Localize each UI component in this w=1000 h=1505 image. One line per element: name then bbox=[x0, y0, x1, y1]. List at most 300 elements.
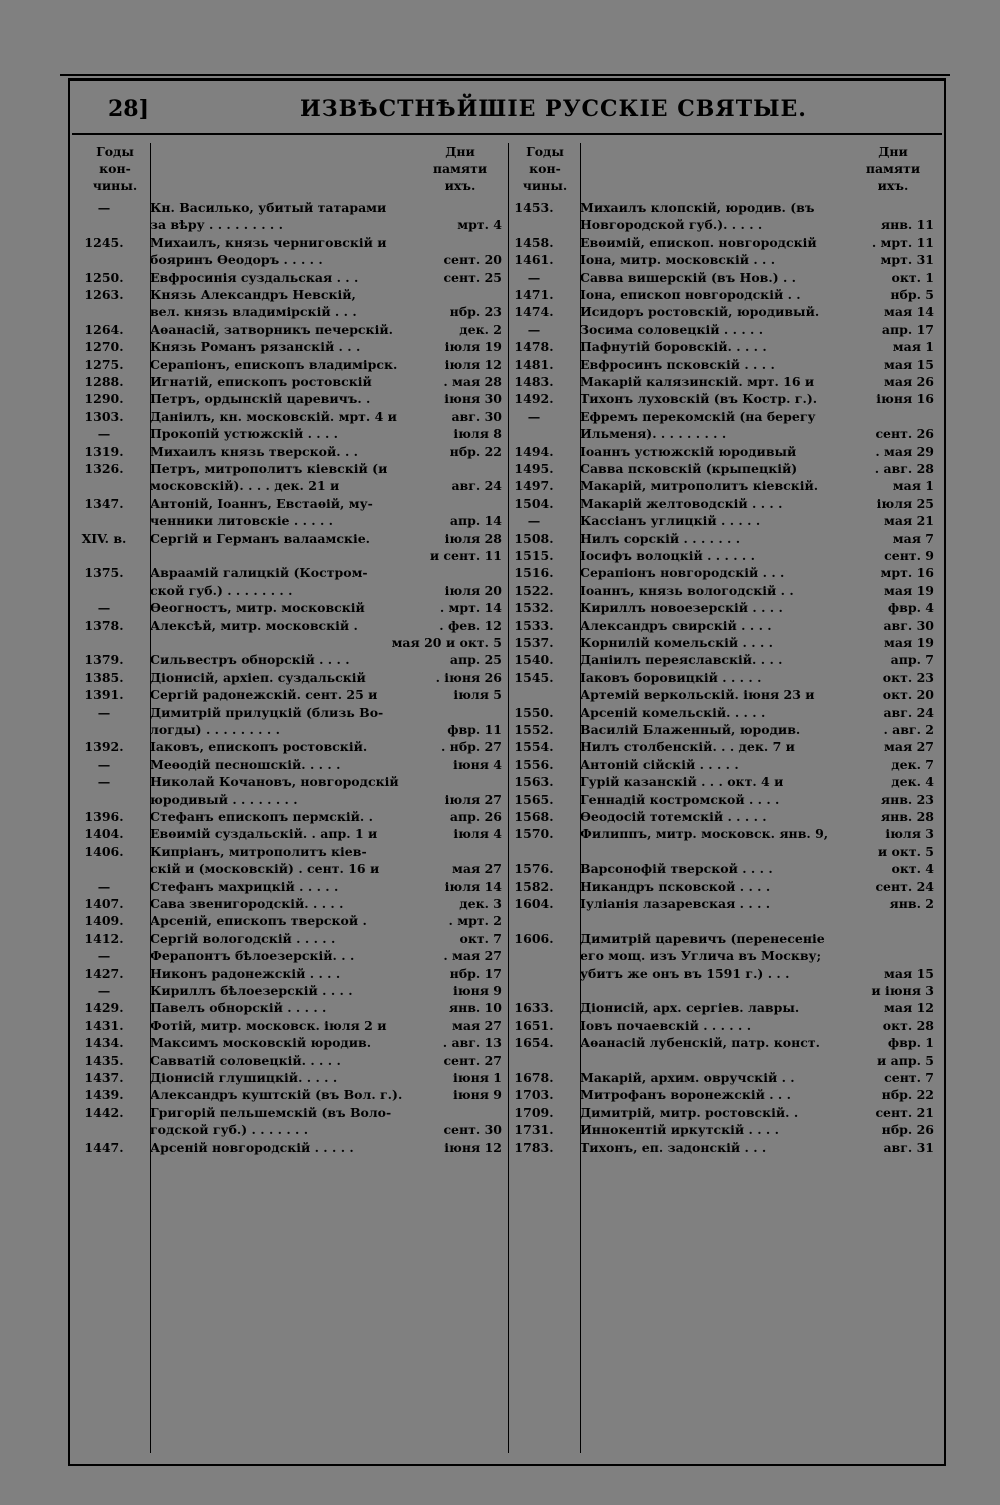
year-cell bbox=[58, 252, 150, 267]
saint-name bbox=[580, 1053, 877, 1068]
list-item bbox=[58, 948, 504, 963]
list-item bbox=[58, 339, 504, 354]
list-item bbox=[58, 966, 504, 981]
memory-date: дек. 7 bbox=[891, 756, 934, 772]
year-cell: 1556. bbox=[514, 756, 554, 772]
saint-name: Зосима соловецкій . . . . . bbox=[580, 321, 764, 337]
saint-name: Князь Александръ Невскій, bbox=[150, 287, 356, 302]
saint-name: Димитрій, митр. ростовскій. . bbox=[580, 1104, 799, 1120]
memory-date: іюня 9 bbox=[453, 1087, 502, 1103]
year-cell: 1406. bbox=[84, 843, 124, 859]
memory-date: фвр. 11 bbox=[447, 722, 502, 737]
year-cell: — bbox=[97, 704, 111, 720]
memory-date bbox=[934, 409, 936, 424]
saint-name: Арсеній, епископъ тверской . bbox=[150, 913, 367, 929]
year-cell: 1576. bbox=[514, 861, 554, 877]
list-item bbox=[58, 774, 504, 789]
list-item bbox=[58, 757, 504, 772]
memory-date bbox=[934, 931, 936, 946]
year-cell bbox=[488, 1053, 580, 1068]
memory-date: янв. 23 bbox=[880, 791, 934, 807]
year-cell: 1474. bbox=[514, 304, 554, 320]
list-item bbox=[488, 948, 936, 963]
list-item bbox=[58, 513, 504, 528]
year-cell: — bbox=[97, 774, 111, 790]
list-item bbox=[488, 722, 936, 737]
list-item bbox=[58, 618, 504, 633]
year-cell: 1497. bbox=[514, 478, 554, 494]
list-item bbox=[58, 548, 504, 563]
memory-date: и апр. 5 bbox=[876, 1052, 934, 1068]
memory-date: дек. 3 bbox=[459, 896, 502, 911]
year-cell: 1263. bbox=[84, 287, 124, 302]
memory-date: . мая 29 bbox=[875, 443, 934, 459]
list-item bbox=[58, 1070, 504, 1085]
memory-date: окт. 1 bbox=[891, 269, 934, 285]
year-cell: 1434. bbox=[84, 1035, 124, 1051]
list-item bbox=[488, 1070, 936, 1085]
memory-date: . мая 28 bbox=[443, 374, 502, 389]
list-item bbox=[58, 826, 504, 841]
saint-name: Максимъ московскій юродив. bbox=[150, 1035, 372, 1051]
year-cell: 1532. bbox=[514, 600, 554, 616]
list-item bbox=[58, 705, 504, 720]
year-cell: 1392. bbox=[84, 739, 124, 755]
saint-name: Димитрій царевичъ (перенесеніе bbox=[580, 930, 825, 946]
list-item bbox=[58, 235, 504, 250]
year-cell: 1515. bbox=[514, 548, 554, 563]
saint-name: Александръ свирскій . . . . bbox=[580, 617, 772, 633]
saint-name: Михаилъ клопскій, юродив. (въ bbox=[580, 200, 815, 215]
saint-name: бояринъ Ѳеодоръ . . . . . bbox=[150, 252, 323, 268]
year-cell: 1250. bbox=[84, 269, 124, 285]
list-item bbox=[488, 252, 936, 267]
list-item bbox=[488, 1000, 936, 1015]
list-item bbox=[488, 931, 936, 946]
year-cell: 1275. bbox=[84, 356, 124, 372]
year-cell: 1290. bbox=[84, 391, 124, 407]
list-item bbox=[488, 896, 936, 911]
list-item bbox=[58, 478, 504, 493]
list-item bbox=[58, 252, 504, 267]
page-title: ИЗВѢСТНѢЙШІЕ РУССКІЕ СВЯТЫЕ. bbox=[300, 96, 807, 122]
memory-date: іюля 20 bbox=[444, 582, 502, 598]
list-item bbox=[488, 461, 936, 476]
memory-date: . фев. 12 bbox=[439, 617, 502, 633]
saint-name: его мощ. изъ Углича въ Москву; bbox=[580, 948, 822, 964]
saint-name: Кн. Василько, убитый татарами bbox=[150, 200, 387, 215]
memory-date: янв. 11 bbox=[880, 217, 934, 233]
memory-date: и сент. 11 bbox=[429, 548, 502, 563]
list-item bbox=[488, 705, 936, 720]
list-item bbox=[58, 1035, 504, 1050]
memory-date: мая 26 bbox=[884, 374, 934, 389]
list-item bbox=[488, 757, 936, 772]
memory-date: іюля 27 bbox=[444, 791, 502, 807]
memory-date: сент. 9 bbox=[884, 548, 934, 563]
memory-date: авг. 30 bbox=[451, 408, 502, 424]
memory-date: іюля 28 bbox=[444, 530, 502, 546]
saint-name: Александръ куштскій (въ Вол. г.). bbox=[150, 1087, 403, 1103]
saint-name: Іуліанія лазаревская . . . . bbox=[580, 896, 771, 911]
saint-name: Ферапонтъ бѣлоезерскій. . . bbox=[150, 948, 355, 964]
list-item bbox=[488, 809, 936, 824]
year-cell: 1437. bbox=[84, 1070, 124, 1085]
saint-name: вел. князь владимірскій . . . bbox=[150, 304, 357, 320]
saint-name: Сильвестръ обнорскій . . . . bbox=[150, 652, 350, 668]
memory-date: окт. 7 bbox=[459, 930, 502, 946]
year-cell: 1481. bbox=[514, 356, 554, 372]
memory-date: авг. 31 bbox=[883, 1139, 934, 1155]
list-item bbox=[58, 913, 504, 928]
list-item bbox=[488, 478, 936, 493]
saint-name: Савватій соловецкій. . . . . bbox=[150, 1052, 341, 1068]
year-cell bbox=[58, 1122, 150, 1137]
list-item bbox=[488, 618, 936, 633]
saint-name: ской губ.) . . . . . . . . bbox=[150, 582, 293, 598]
year-cell: 1431. bbox=[84, 1017, 124, 1033]
saint-name: за вѣру . . . . . . . . . bbox=[150, 217, 283, 233]
year-cell: 1347. bbox=[84, 495, 124, 511]
year-cell: 1303. bbox=[84, 408, 124, 424]
saint-name: Митрофанъ воронежскій . . . bbox=[580, 1087, 791, 1103]
top-rule bbox=[60, 74, 950, 76]
list-item bbox=[58, 1053, 504, 1068]
year-cell: 1245. bbox=[84, 234, 124, 250]
memory-date: сент. 25 bbox=[443, 269, 502, 285]
saint-name: Гурій казанскій . . . окт. 4 и bbox=[580, 774, 784, 790]
year-cell: 1492. bbox=[514, 391, 554, 407]
saint-name: Антоній, Іоаннъ, Евстаѳій, му- bbox=[150, 495, 373, 511]
saint-name: Ефремъ перекомскій (на берегу bbox=[580, 408, 816, 424]
memory-date: мая 7 bbox=[892, 530, 934, 546]
list-item bbox=[488, 826, 936, 841]
memory-date: . іюня 26 bbox=[435, 669, 502, 685]
memory-date: іюля 14 bbox=[444, 878, 502, 894]
memory-date: сент. 7 bbox=[884, 1070, 934, 1085]
saint-name: Петръ, ордынскій царевичъ. . bbox=[150, 391, 371, 407]
memory-date: . авг. 28 bbox=[874, 461, 934, 476]
list-item bbox=[488, 565, 936, 580]
list-item bbox=[488, 1053, 936, 1068]
year-cell: 1570. bbox=[514, 826, 554, 842]
year-cell bbox=[58, 548, 150, 563]
memory-date: мрт. 16 bbox=[880, 565, 934, 581]
memory-date bbox=[934, 200, 936, 215]
list-item bbox=[58, 565, 504, 580]
year-cell: — bbox=[97, 878, 111, 894]
year-cell: 1568. bbox=[514, 809, 554, 824]
year-cell: 1471. bbox=[514, 287, 554, 302]
saint-name: Исидоръ ростовскій, юродивый. bbox=[580, 304, 820, 320]
list-item bbox=[58, 1122, 504, 1137]
saint-name: Макарій желтоводскій . . . . bbox=[580, 495, 783, 511]
saint-name: Нилъ столбенскій. . . дек. 7 и bbox=[580, 739, 795, 755]
saint-name: годской губ.) . . . . . . . bbox=[150, 1122, 309, 1138]
list-item bbox=[58, 652, 504, 667]
saint-name: Новгородской губ.). . . . . bbox=[580, 217, 763, 233]
year-cell: 1409. bbox=[84, 913, 124, 929]
memory-date: мая 19 bbox=[884, 635, 934, 650]
list-item bbox=[58, 531, 504, 546]
saint-name: Пафнутій боровскій. . . . . bbox=[580, 339, 767, 355]
list-item bbox=[58, 983, 504, 998]
memory-date: и іюня 3 bbox=[871, 983, 934, 998]
list-item bbox=[58, 444, 504, 459]
list-item bbox=[488, 1122, 936, 1137]
saint-name: Діонисій, арх. сергіев. лавры. bbox=[580, 1000, 800, 1016]
year-cell: 1412. bbox=[84, 930, 124, 946]
year-cell: 1439. bbox=[84, 1087, 124, 1103]
list-item bbox=[58, 600, 504, 615]
saint-name: Діонисій глушицкій. . . . . bbox=[150, 1070, 338, 1085]
year-cell: 1654. bbox=[514, 1035, 554, 1051]
list-item bbox=[488, 687, 936, 702]
list-item bbox=[488, 531, 936, 546]
memory-date: нбр. 23 bbox=[449, 304, 502, 320]
saint-name: Алексѣй, митр. московскій . bbox=[150, 617, 358, 633]
saint-name: Варсонофій тверской . . . . bbox=[580, 861, 773, 877]
saint-name: Стефанъ махрицкій . . . . . bbox=[150, 878, 339, 894]
list-item bbox=[58, 1140, 504, 1155]
saint-name: Іаковъ, епископъ ростовскій. bbox=[150, 739, 368, 755]
memory-date: іюля 4 bbox=[453, 826, 502, 842]
year-cell: 1552. bbox=[514, 722, 554, 737]
memory-date: фвр. 1 bbox=[887, 1035, 934, 1051]
year-cell: 1537. bbox=[514, 635, 554, 650]
memory-date: сент. 21 bbox=[875, 1104, 934, 1120]
saint-name: Кипріанъ, митрополитъ кіев- bbox=[150, 843, 367, 859]
year-cell: — bbox=[527, 513, 541, 529]
year-cell bbox=[488, 217, 580, 232]
saint-name: скій и (московскій) . сент. 16 и bbox=[150, 861, 380, 877]
memory-date: нбр. 22 bbox=[881, 1087, 934, 1103]
list-item bbox=[488, 548, 936, 563]
memory-date: авг. 24 bbox=[451, 478, 502, 494]
year-cell bbox=[58, 635, 150, 650]
memory-date: окт. 4 bbox=[891, 861, 934, 877]
list-item bbox=[488, 235, 936, 250]
saint-name: Тихонъ, еп. задонскій . . . bbox=[580, 1139, 767, 1155]
saint-name: Аѳанасій, затворникъ печерскій. bbox=[150, 321, 393, 337]
list-item bbox=[58, 200, 504, 215]
list-item bbox=[488, 1140, 936, 1155]
memory-date: апр. 17 bbox=[881, 321, 934, 337]
saint-name: Корнилій комельскій . . . . bbox=[580, 635, 773, 650]
memory-date: . нбр. 27 bbox=[440, 739, 502, 755]
saint-name: Серапіонъ новгородскій . . . bbox=[580, 565, 785, 581]
saint-name: Князь Романъ рязанскій . . . bbox=[150, 339, 361, 355]
memory-date: апр. 7 bbox=[890, 652, 934, 668]
year-cell: 1651. bbox=[514, 1017, 554, 1033]
memory-date: іюня 4 bbox=[453, 756, 502, 772]
saint-name: Макарій, митрополитъ кіевскій. bbox=[580, 478, 819, 494]
list-item bbox=[488, 270, 936, 285]
year-cell: 1483. bbox=[514, 374, 554, 389]
list-item bbox=[58, 635, 504, 650]
year-cell bbox=[58, 792, 150, 807]
list-item bbox=[58, 861, 504, 876]
memory-date: мрт. 31 bbox=[880, 252, 934, 268]
saint-name: Іаковъ боровицкій . . . . . bbox=[580, 669, 762, 685]
memory-date: апр. 14 bbox=[449, 513, 502, 529]
list-item bbox=[58, 304, 504, 319]
saint-name: Михаилъ князь тверской. . . bbox=[150, 443, 359, 459]
memory-date: іюня 30 bbox=[444, 391, 502, 407]
saint-name: Игнатій, епископъ ростовскій bbox=[150, 374, 372, 389]
year-cell: 1550. bbox=[514, 704, 554, 720]
list-item bbox=[488, 322, 936, 337]
saint-name: Тихонъ луховскій (въ Костр. г.). bbox=[580, 391, 818, 407]
list-item bbox=[488, 652, 936, 667]
list-item bbox=[58, 391, 504, 406]
saint-name: Даніилъ, кн. московскій. мрт. 4 и bbox=[150, 408, 397, 424]
year-cell: 1270. bbox=[84, 339, 124, 355]
memory-date: . авг. 13 bbox=[442, 1035, 502, 1051]
year-cell: 1407. bbox=[84, 896, 124, 911]
list-item bbox=[488, 739, 936, 754]
saint-name: Николай Кочановъ, новгородскій bbox=[150, 774, 399, 790]
memory-date: мая 1 bbox=[892, 478, 934, 494]
year-cell bbox=[58, 513, 150, 528]
year-cell: 1633. bbox=[514, 1000, 554, 1016]
memory-date: мая 19 bbox=[884, 582, 934, 598]
memory-date: сент. 27 bbox=[443, 1052, 502, 1068]
list-item bbox=[488, 1035, 936, 1050]
memory-date: нбр. 17 bbox=[449, 965, 502, 981]
memory-date: мая 21 bbox=[884, 513, 934, 529]
memory-date: мая 15 bbox=[884, 356, 934, 372]
list-item bbox=[488, 339, 936, 354]
year-cell: — bbox=[97, 756, 111, 772]
list-item bbox=[488, 635, 936, 650]
list-item bbox=[488, 217, 936, 232]
saint-name: Іоаннъ устюжскій юродивый bbox=[580, 443, 797, 459]
year-cell: 1379. bbox=[84, 652, 124, 668]
list-item bbox=[58, 270, 504, 285]
saint-name: Іоаннъ, князь вологодскій . . bbox=[580, 582, 794, 598]
list-item bbox=[488, 966, 936, 981]
year-cell bbox=[488, 844, 580, 859]
memory-date: янв. 10 bbox=[448, 1000, 502, 1016]
saint-name: Димитрій прилуцкій (близь Во- bbox=[150, 704, 384, 720]
year-cell: 1319. bbox=[84, 443, 124, 459]
saint-name: Прокопій устюжскій . . . . bbox=[150, 426, 339, 442]
list-item bbox=[58, 844, 504, 859]
year-cell: 1678. bbox=[514, 1070, 554, 1085]
list-item bbox=[58, 879, 504, 894]
saint-name: Евфросинія суздальская . . . bbox=[150, 269, 359, 285]
saint-name: юродивый . . . . . . . . bbox=[150, 791, 298, 807]
year-cell: 1264. bbox=[84, 321, 124, 337]
year-cell: 1404. bbox=[84, 826, 124, 842]
list-item bbox=[58, 1000, 504, 1015]
left-years-header: Годы кон- чины. bbox=[92, 144, 138, 193]
list-item bbox=[58, 374, 504, 389]
list-item bbox=[58, 461, 504, 476]
list-item bbox=[488, 983, 936, 998]
year-cell: — bbox=[527, 269, 541, 285]
saint-name bbox=[580, 844, 878, 859]
year-cell: XIV. в. bbox=[81, 530, 127, 546]
year-cell: 1783. bbox=[514, 1139, 554, 1155]
list-item bbox=[488, 774, 936, 789]
memory-date: мая 20 и окт. 5 bbox=[391, 635, 502, 650]
year-cell: 1375. bbox=[84, 565, 124, 581]
year-cell: 1453. bbox=[514, 200, 554, 215]
memory-date: фвр. 4 bbox=[887, 600, 934, 616]
year-cell bbox=[488, 966, 580, 981]
list-item bbox=[488, 792, 936, 807]
year-cell: 1429. bbox=[84, 1000, 124, 1016]
right-years-header: Годы кон- чины. bbox=[522, 144, 568, 193]
memory-date: іюня 9 bbox=[453, 983, 502, 998]
list-item bbox=[58, 1105, 504, 1120]
year-cell: — bbox=[97, 200, 111, 215]
year-cell bbox=[488, 948, 580, 963]
saint-name: Евѳимій, епископ. новгородскій bbox=[580, 234, 817, 250]
memory-date: іюня 1 bbox=[453, 1070, 502, 1085]
list-item bbox=[488, 600, 936, 615]
memory-date: авг. 30 bbox=[883, 617, 934, 633]
memory-date: іюля 8 bbox=[453, 426, 502, 442]
memory-date: іюня 16 bbox=[876, 391, 934, 407]
memory-date: окт. 20 bbox=[882, 687, 934, 703]
list-item bbox=[58, 687, 504, 702]
year-cell: 1540. bbox=[514, 652, 554, 668]
memory-date: . мрт. 2 bbox=[448, 913, 502, 929]
list-item bbox=[58, 931, 504, 946]
year-cell: 1508. bbox=[514, 530, 554, 546]
memory-date: мая 15 bbox=[884, 965, 934, 981]
saint-name: Сергій вологодскій . . . . . bbox=[150, 930, 336, 946]
year-cell: 1565. bbox=[514, 791, 554, 807]
saint-name: Сава звенигородскій. . . . . bbox=[150, 896, 344, 911]
memory-date: мая 14 bbox=[884, 304, 934, 320]
saint-name: Григорій пельшемскій (въ Воло- bbox=[150, 1104, 392, 1120]
saint-name: Іона, епископ новгородскій . . bbox=[580, 287, 801, 302]
memory-date: мая 12 bbox=[884, 1000, 934, 1016]
saint-name: Аѳанасій лубенскій, патр. конст. bbox=[580, 1035, 820, 1051]
saint-name: Антоній сійскій . . . . . bbox=[580, 756, 739, 772]
memory-date: . мрт. 14 bbox=[439, 600, 502, 616]
saint-name: Савва псковскій (крыпецкій) bbox=[580, 461, 798, 476]
memory-date: сент. 24 bbox=[875, 878, 934, 894]
saint-name: ченники литовскіе . . . . . bbox=[150, 513, 334, 529]
memory-date: мрт. 4 bbox=[457, 217, 502, 233]
list-item bbox=[58, 739, 504, 754]
memory-date: мая 1 bbox=[892, 339, 934, 355]
year-cell: 1442. bbox=[84, 1104, 124, 1120]
list-item bbox=[488, 287, 936, 302]
year-cell: 1709. bbox=[514, 1104, 554, 1120]
saint-name: Серапіонъ, епископъ владимірск. bbox=[150, 356, 398, 372]
saint-name: Василій Блаженный, юродив. bbox=[580, 722, 801, 737]
year-cell: 1396. bbox=[84, 809, 124, 824]
saint-name: Діонисій, архіеп. суздальскій bbox=[150, 669, 366, 685]
year-cell bbox=[58, 722, 150, 737]
saint-name: убитъ же онъ въ 1591 г.) . . . bbox=[580, 965, 790, 981]
saint-name: Сергій радонежскій. сент. 25 и bbox=[150, 687, 378, 703]
list-item bbox=[488, 1018, 936, 1033]
year-cell: 1703. bbox=[514, 1087, 554, 1103]
memory-date: нбр. 26 bbox=[881, 1122, 934, 1138]
memory-date: мая 27 bbox=[452, 1017, 502, 1033]
saint-name: Петръ, митрополитъ кіевскій (и bbox=[150, 461, 388, 476]
year-cell: 1495. bbox=[514, 461, 554, 476]
saint-name: Іовъ почаевскій . . . . . . bbox=[580, 1017, 752, 1033]
list-item bbox=[488, 409, 936, 424]
